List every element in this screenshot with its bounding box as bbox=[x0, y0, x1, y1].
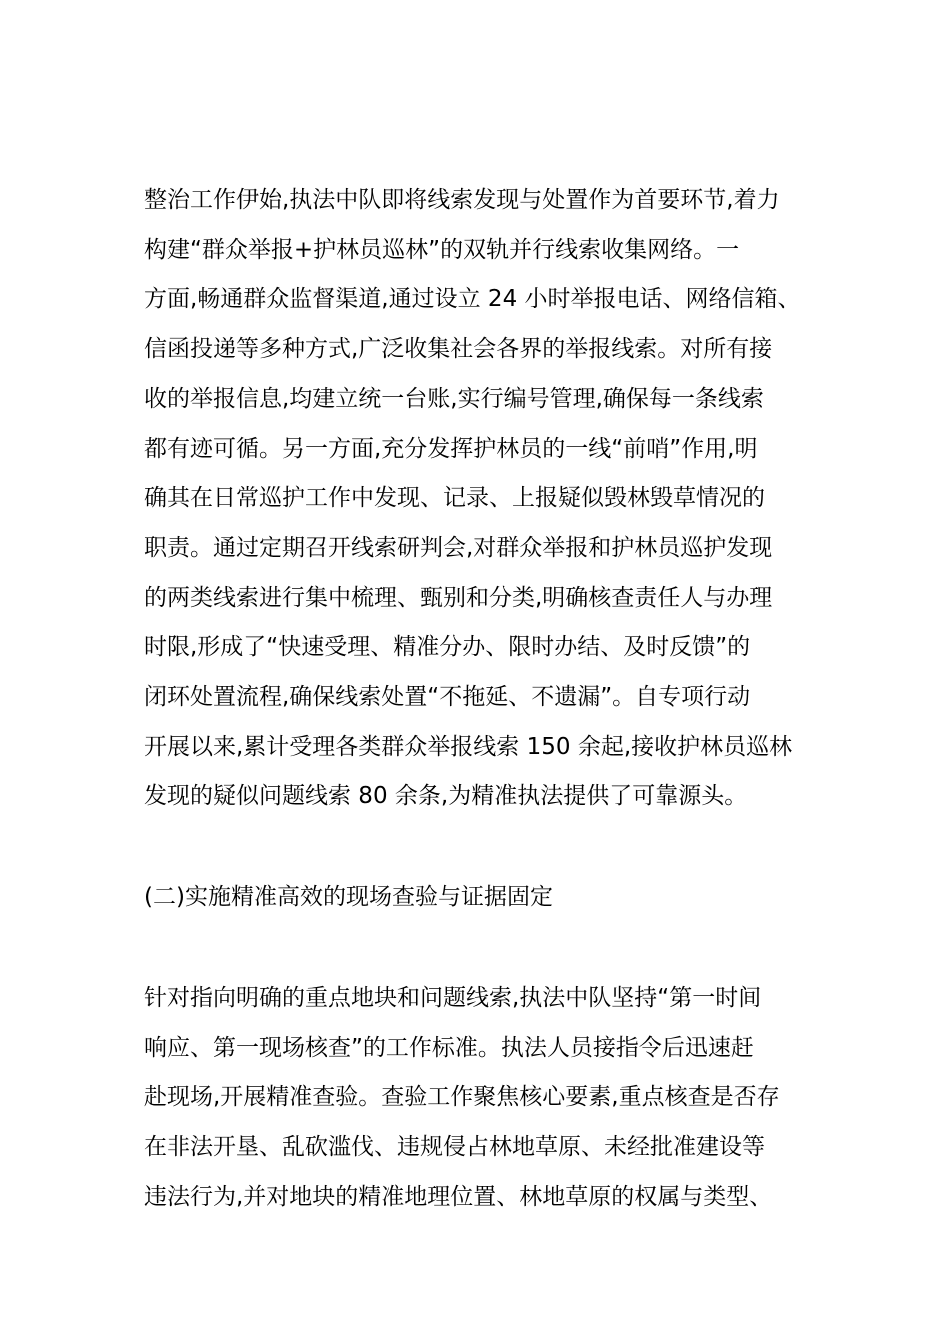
text-line: 发现的疑似问题线索 80 余条,为精准执法提供了可靠源头。 bbox=[144, 783, 748, 810]
paragraph-clue-collection bbox=[144, 176, 824, 822]
text-line: 在非法开垦、乱砍滥伐、违规侵占林地草原、未经批准建设等 bbox=[144, 1134, 765, 1161]
text-line: 赴现场,开展精准查验。查验工作聚焦核心要素,重点核查是否存 bbox=[144, 1084, 780, 1111]
section-heading-text: (二)实施精准高效的现场查验与证据固定 bbox=[144, 884, 553, 910]
text-line: 针对指向明确的重点地块和问题线索,执法中队坚持“第一时间 bbox=[144, 985, 762, 1011]
text-line: 确其在日常巡护工作中发现、记录、上报疑似毁林毁草情况的 bbox=[144, 485, 765, 512]
text-line: 职责。通过定期召开线索研判会,对群众举报和护林员巡护发现 bbox=[144, 534, 773, 561]
text-line: 构建“群众举报+护林员巡林”的双轨并行线索收集网络。一 bbox=[144, 236, 740, 263]
text-line: 方面,畅通群众监督渠道,通过设立 24 小时举报电话、网络信箱、 bbox=[144, 286, 801, 313]
section-heading bbox=[144, 873, 824, 923]
text-line: 开展以来,累计受理各类群众举报线索 150 余起,接收护林员巡林 bbox=[144, 733, 793, 760]
text-line: 的两类线索进行集中梳理、甄别和分类,明确核查责任人与办理 bbox=[144, 584, 773, 611]
text-line: 整治工作伊始,执法中队即将线索发现与处置作为首要环节,着力 bbox=[144, 187, 780, 213]
text-line: 都有迹可循。另一方面,充分发挥护林员的一线“前哨”作用,明 bbox=[144, 435, 758, 462]
text-line: 收的举报信息,均建立统一台账,实行编号管理,确保每一条线索 bbox=[144, 385, 764, 412]
text-line: 响应、第一现场核查”的工作标准。执法人员接指令后迅速赶 bbox=[144, 1034, 754, 1061]
text-line: 时限,形成了“快速受理、精准分办、限时办结、及时反馈”的 bbox=[144, 634, 751, 661]
paragraph-site-inspection bbox=[144, 974, 824, 1223]
text-line: 闭环处置流程,确保线索处置“不拖延、不遗漏”。自专项行动 bbox=[144, 684, 751, 711]
text-line: 信函投递等多种方式,广泛收集社会各界的举报线索。对所有接 bbox=[144, 336, 773, 363]
text-line: 违法行为,并对地块的精准地理位置、林地草原的权属与类型、 bbox=[144, 1183, 773, 1210]
